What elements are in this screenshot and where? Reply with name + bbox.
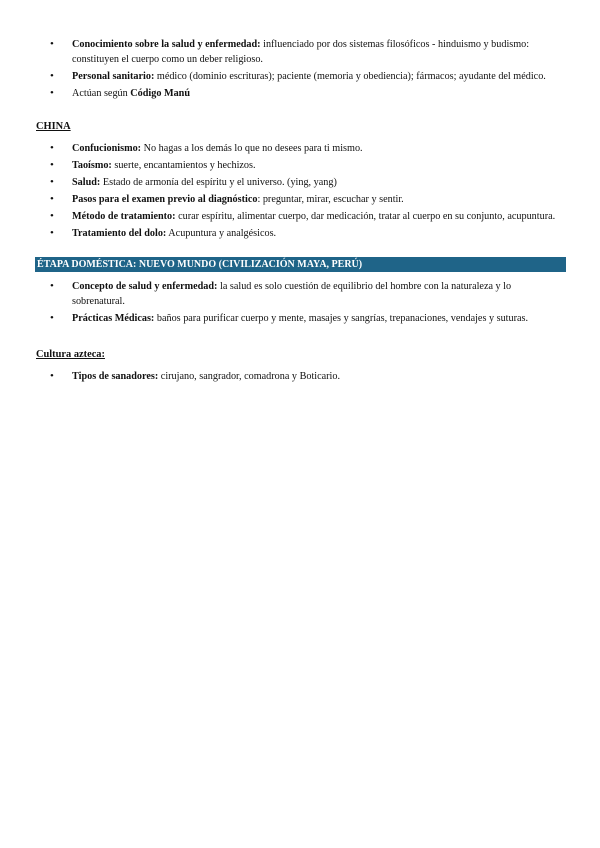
list-item — [0, 69, 600, 84]
item-lead: Actúan según — [72, 88, 131, 99]
item-term: Código Manú — [130, 88, 191, 99]
item-text: curar espíritu, alimentar cuerpo, dar medicación, tratar al cuerpo en su conjunto, acupuntura. — [175, 211, 556, 222]
list-item — [0, 86, 600, 101]
list-item — [0, 369, 600, 384]
section-band-nuevo-mundo: ÉTAPA DOMÉSTICA: NUEVO MUNDO (CIVILIZACIÓN MAYA, PERÚ) — [35, 257, 566, 272]
item-term: Tipos de sanadores: — [72, 371, 159, 382]
india-list — [0, 37, 600, 103]
list-item — [0, 279, 600, 309]
item-text: suerte, encantamientos y hechizos. — [111, 160, 256, 171]
item-term: Confucionismo: — [72, 143, 142, 154]
item-text: : preguntar, mirar, escuchar y sentir. — [257, 194, 404, 205]
list-item — [0, 141, 600, 156]
list-item — [0, 226, 600, 241]
list-item — [0, 158, 600, 173]
item-text: cirujano, sangrador, comadrona y Boticario. — [158, 371, 341, 382]
item-term: Conocimiento sobre la salud y enfermedad: — [72, 39, 261, 50]
item-term: Concepto de salud y enfermedad: — [72, 281, 218, 292]
item-text: la salud es solo cuestión de equilibrio del hombre con la naturaleza y lo sobrenatural. — [72, 281, 512, 307]
china-heading: CHINA — [36, 121, 71, 132]
item-term: Prácticas Médicas: — [72, 313, 155, 324]
nuevo-mundo-list — [0, 279, 600, 328]
item-text: baños para purificar cuerpo y mente, masajes y sangrías, trepanaciones, vendajes y suturas. — [154, 313, 529, 324]
item-term: Tratamiento del dolo: — [72, 228, 167, 239]
item-text: Acupuntura y analgésicos. — [166, 228, 277, 239]
list-item — [0, 192, 600, 207]
list-item — [0, 209, 600, 224]
item-term: Personal sanitario: — [72, 71, 155, 82]
azteca-list — [0, 369, 600, 386]
item-text: influenciado por dos sistemas filosóficos - hinduismo y budismo: constituyen el cuerpo como un deber religioso. — [72, 39, 530, 65]
item-text: médico (dominio escrituras); paciente (memoria y obediencia); fármacos; ayudante del médico. — [154, 71, 546, 82]
item-text: Estado de armonía del espíritu y el universo. (ying, yang) — [100, 177, 337, 188]
item-term: Método de tratamiento: — [72, 211, 176, 222]
list-item — [0, 37, 600, 67]
item-term: Taoísmo: — [72, 160, 112, 171]
item-term: Pasos para el examen previo al diagnóstico — [72, 194, 258, 205]
item-text: No hagas a los demás lo que no desees para ti mismo. — [141, 143, 363, 154]
china-list — [0, 141, 600, 243]
list-item — [0, 311, 600, 326]
list-item — [0, 175, 600, 190]
item-term: Salud: — [72, 177, 101, 188]
azteca-heading: Cultura azteca: — [36, 349, 105, 360]
